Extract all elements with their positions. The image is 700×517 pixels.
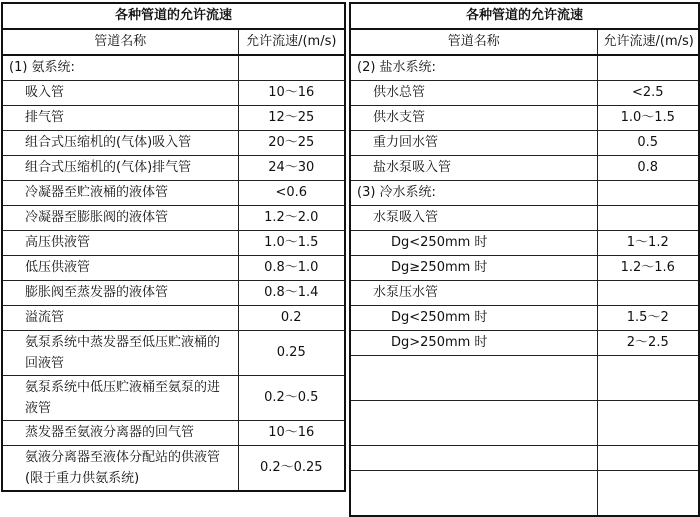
table-body-left xyxy=(2,55,345,491)
pipe-name-cell: Dg<250mm 时 xyxy=(350,306,597,331)
speed-value-cell: 1.0～1.5 xyxy=(597,106,699,131)
pipe-name-cell: 供水总管 xyxy=(350,81,597,106)
pipe-name-cell: 组合式压缩机的(气体)吸入管 xyxy=(2,131,238,156)
pipe-name-cell: 重力回水管 xyxy=(350,131,597,156)
speed-value-cell: 0.2～0.25 xyxy=(238,446,345,492)
column-header-speed: 允许流速/(m/s) xyxy=(597,29,699,55)
pipe-name-cell: 水泵吸入管 xyxy=(350,206,597,231)
table-row xyxy=(350,231,699,256)
pipe-name-cell: 氨泵系统中低压贮液桶至氨泵的进液管 xyxy=(2,376,238,421)
pipe-name-cell xyxy=(350,471,597,517)
section-heading: (1) 氨系统: xyxy=(2,55,238,81)
table-row xyxy=(350,55,699,81)
table-row xyxy=(350,331,699,356)
flow-speed-table-right xyxy=(349,2,700,517)
table-row xyxy=(2,421,345,446)
table-row xyxy=(350,446,699,471)
speed-value-cell: 12～25 xyxy=(238,106,345,131)
table-row xyxy=(350,156,699,181)
flow-speed-table-left xyxy=(1,2,346,492)
pipe-name-cell: 水泵压水管 xyxy=(350,281,597,306)
pipe-name-cell: Dg>250mm 时 xyxy=(350,331,597,356)
speed-value-cell: 1.2～2.0 xyxy=(238,206,345,231)
table-body-right xyxy=(350,55,699,516)
column-header-pipe-name: 管道名称 xyxy=(350,29,597,55)
speed-value-cell: 1.5～2 xyxy=(597,306,699,331)
pipe-name-cell: 盐水泵吸入管 xyxy=(350,156,597,181)
speed-value-cell: 0.8～1.0 xyxy=(238,256,345,281)
pipe-name-cell: 高压供液管 xyxy=(2,231,238,256)
table-row xyxy=(350,356,699,401)
speed-value-cell xyxy=(597,281,699,306)
speed-value-cell xyxy=(597,206,699,231)
table-row xyxy=(350,401,699,446)
table-row xyxy=(350,206,699,231)
pipe-name-cell: 组合式压缩机的(气体)排气管 xyxy=(2,156,238,181)
speed-value-cell: 1.2～1.6 xyxy=(597,256,699,281)
speed-value-cell: 24～30 xyxy=(238,156,345,181)
pipe-name-cell: Dg≥250mm 时 xyxy=(350,256,597,281)
speed-value-cell xyxy=(597,401,699,446)
table-row xyxy=(2,156,345,181)
pipe-name-cell: 排气管 xyxy=(2,106,238,131)
pipe-name-cell: 溢流管 xyxy=(2,306,238,331)
pipe-name-cell: 冷凝器至贮液桶的液体管 xyxy=(2,181,238,206)
pipe-name-cell: 供水支管 xyxy=(350,106,597,131)
speed-value-cell: 10～16 xyxy=(238,81,345,106)
table-row xyxy=(2,306,345,331)
table-row xyxy=(2,376,345,421)
pipe-name-cell xyxy=(350,446,597,471)
speed-value-cell xyxy=(597,446,699,471)
table-row xyxy=(2,446,345,492)
speed-value-cell: 0.8 xyxy=(597,156,699,181)
speed-value-cell xyxy=(597,356,699,401)
pipe-name-cell xyxy=(350,401,597,446)
speed-value-cell: 1～1.2 xyxy=(597,231,699,256)
speed-value-cell: 0.25 xyxy=(238,331,345,376)
table-row xyxy=(350,306,699,331)
table-row xyxy=(350,81,699,106)
speed-value-cell: 2～2.5 xyxy=(597,331,699,356)
speed-value-cell xyxy=(597,471,699,517)
section-heading: (3) 冷水系统: xyxy=(350,181,597,206)
pipe-name-cell xyxy=(350,356,597,401)
speed-value-cell: 0.5 xyxy=(597,131,699,156)
pipe-name-cell: 低压供液管 xyxy=(2,256,238,281)
table-row xyxy=(350,256,699,281)
table-row xyxy=(2,81,345,106)
speed-value-cell: <2.5 xyxy=(597,81,699,106)
pipe-name-cell: 氨泵系统中蒸发器至低压贮液桶的回液管 xyxy=(2,331,238,376)
table-title: 各种管道的允许流速 xyxy=(350,3,699,29)
table-row xyxy=(2,206,345,231)
pipe-name-cell: 吸入管 xyxy=(2,81,238,106)
table-row xyxy=(2,281,345,306)
column-header-speed: 允许流速/(m/s) xyxy=(238,29,345,55)
speed-value-cell: <0.6 xyxy=(238,181,345,206)
speed-value-cell: 0.2 xyxy=(238,306,345,331)
pipe-name-cell: 膨胀阀至蒸发器的液体管 xyxy=(2,281,238,306)
pipe-name-cell: 蒸发器至氨液分离器的回气管 xyxy=(2,421,238,446)
table-row xyxy=(2,55,345,81)
table-row xyxy=(350,106,699,131)
pipe-name-cell: 冷凝器至膨胀阀的液体管 xyxy=(2,206,238,231)
table-row xyxy=(350,181,699,206)
table-row xyxy=(2,331,345,376)
table-row xyxy=(350,281,699,306)
table-row xyxy=(2,231,345,256)
table-row xyxy=(2,131,345,156)
speed-value-cell xyxy=(597,55,699,81)
speed-value-cell: 0.8～1.4 xyxy=(238,281,345,306)
pipe-name-cell: Dg<250mm 时 xyxy=(350,231,597,256)
pipe-name-cell: 氨液分离器至液体分配站的供液管(限于重力供氨系统) xyxy=(2,446,238,492)
speed-value-cell xyxy=(597,181,699,206)
speed-value-cell: 0.2～0.5 xyxy=(238,376,345,421)
table-row xyxy=(2,106,345,131)
table-title: 各种管道的允许流速 xyxy=(2,3,345,29)
table-row xyxy=(350,471,699,517)
table-row xyxy=(350,131,699,156)
speed-value-cell xyxy=(238,55,345,81)
speed-value-cell: 20～25 xyxy=(238,131,345,156)
speed-value-cell: 10～16 xyxy=(238,421,345,446)
speed-value-cell: 1.0～1.5 xyxy=(238,231,345,256)
column-header-pipe-name: 管道名称 xyxy=(2,29,238,55)
section-heading: (2) 盐水系统: xyxy=(350,55,597,81)
table-row xyxy=(2,181,345,206)
table-row xyxy=(2,256,345,281)
